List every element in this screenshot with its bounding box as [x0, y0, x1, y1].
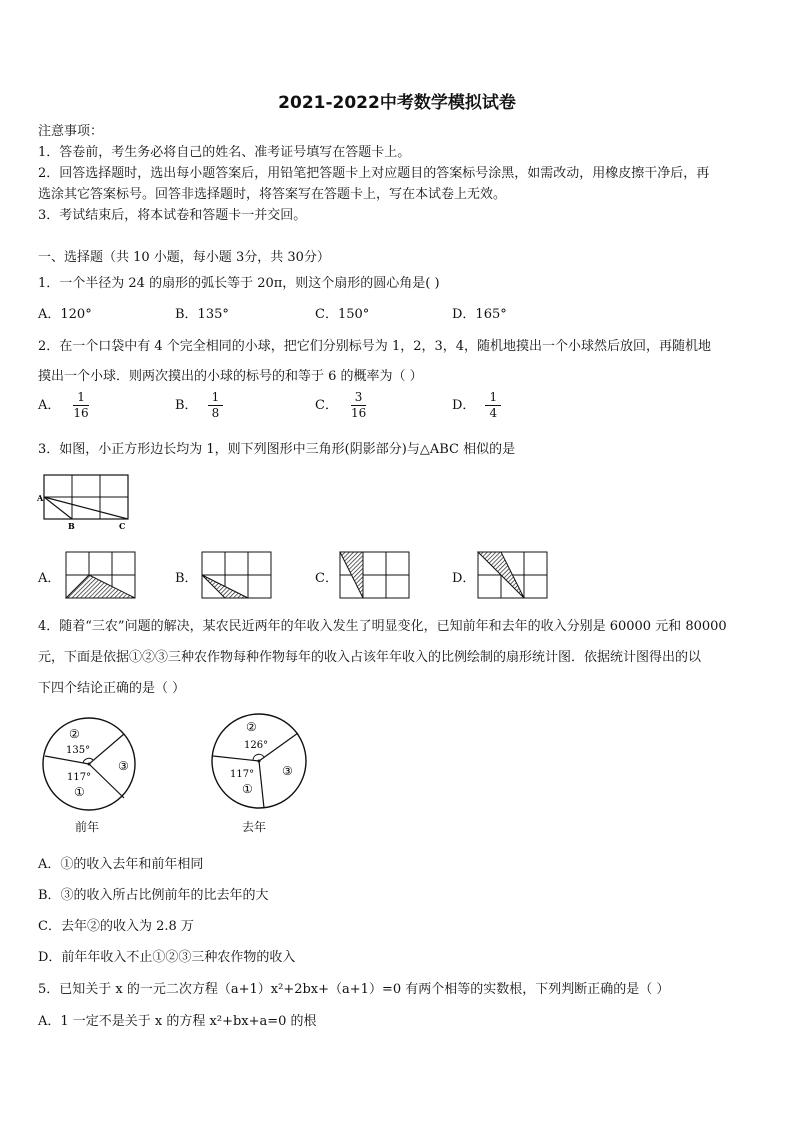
- pie-center: [88, 763, 91, 766]
- q2-option-d-letter: D．: [452, 398, 476, 413]
- angle-label-126: 126°: [244, 740, 269, 751]
- q3-option-b-figure[interactable]: [198, 548, 274, 602]
- angle-label-135: 135°: [66, 745, 91, 756]
- q3-option-d-label[interactable]: D．: [452, 571, 476, 586]
- sector-label-3: ③: [282, 764, 293, 778]
- label-c: C: [119, 521, 126, 530]
- q2-option-b-letter: B．: [175, 398, 198, 413]
- pie-radius: [45, 756, 89, 764]
- label-b: B: [68, 521, 75, 530]
- triangle-side-ac: [44, 497, 128, 519]
- pie-center: [258, 760, 261, 763]
- sector-label-3: ③: [118, 759, 129, 773]
- q3-option-a-figure[interactable]: [62, 548, 138, 602]
- q3-option-b-label[interactable]: B．: [175, 571, 198, 586]
- sector-label-2: ②: [246, 720, 257, 734]
- q2-option-a-fraction: [70, 390, 91, 421]
- notice-line-3: 选涂其它答案标号。回答非选择题时，将答案写在答题卡上，写在本试卷上无效。: [38, 187, 507, 202]
- q3-option-c-label[interactable]: C．: [315, 571, 338, 586]
- q1-option-d[interactable]: D．165°: [452, 307, 507, 322]
- q3-stem: 3．如图，小正方形边长均为 1，则下列图形中三角形(阴影部分)与△ABC 相似的是: [38, 442, 516, 457]
- sector-label-1: ①: [74, 785, 85, 799]
- fraction-denominator: 8: [211, 406, 220, 420]
- section-heading: 一、选择题（共 10 小题，每小题 3分，共 30分）: [38, 250, 330, 265]
- q1-stem: 1．一个半径为 24 的扇形的弧长等于 20π，则这个扇形的圆心角是( ): [38, 276, 440, 291]
- pie-radius: [213, 756, 259, 761]
- q2-option-d[interactable]: [452, 390, 501, 421]
- q4-option-c[interactable]: C．去年②的收入为 2.8 万: [38, 919, 194, 934]
- pie-caption-last-year: 去年: [242, 820, 267, 834]
- q2-option-c-fraction: [348, 390, 369, 421]
- sector-label-1: ①: [242, 782, 253, 796]
- q2-option-d-fraction: [485, 390, 501, 421]
- fraction-numerator: 1: [485, 390, 501, 406]
- fraction-denominator: 16: [350, 406, 367, 420]
- pie-radius: [259, 761, 264, 808]
- q1-option-b[interactable]: B．135°: [175, 307, 229, 322]
- fraction-numerator: 3: [351, 390, 367, 406]
- fraction-denominator: 4: [489, 406, 498, 420]
- notice-line-1: 1．答卷前，考生务必将自己的姓名、准考证号填写在答题卡上。: [38, 145, 411, 160]
- q2-option-b[interactable]: [175, 390, 223, 421]
- notice-line-4: 3．考试结束后，将本试卷和答题卡一并交回。: [38, 208, 307, 223]
- q5-stem: 5．已知关于 x 的一元二次方程（a+1）x²+2bx+（a+1）=0 有两个相等的实数根，下列判断正确的是（ ）: [38, 982, 670, 997]
- label-a: A: [37, 493, 44, 503]
- q4-stem-line-3: 下四个结论正确的是（ ）: [38, 681, 186, 696]
- notice-heading: 注意事项：: [38, 124, 104, 139]
- q1-option-a[interactable]: A．120°: [38, 307, 92, 322]
- q5-option-a[interactable]: A．1 一定不是关于 x 的方程 x²+bx+a=0 的根: [38, 1014, 317, 1029]
- q3-option-a-label[interactable]: A．: [38, 571, 61, 586]
- q2-stem-line-1: 2．在一个口袋中有 4 个完全相同的小球，把它们分别标号为 1，2，3，4，随机地摸出一个小球然后放回，再随机地: [38, 339, 712, 354]
- q2-stem-line-2: 摸出一个小球．则两次摸出的小球的标号的和等于 6 的概率为（ ）: [38, 369, 423, 384]
- angle-label-117: 117°: [67, 772, 92, 783]
- q2-option-c-letter: C．: [315, 398, 338, 413]
- q2-option-c[interactable]: [315, 390, 369, 421]
- angle-label-117: 117°: [230, 769, 255, 780]
- q2-option-b-fraction: [208, 390, 224, 421]
- q4-option-d[interactable]: D．前年年收入不止①②③三种农作物的收入: [38, 950, 296, 965]
- shaded-triangle: [66, 575, 135, 598]
- q4-stem-line-1: 4．随着“三农”问题的解决，某农民近两年的年收入发生了明显变化，已知前年和去年的收入分别是 60000 元和 80000: [38, 619, 727, 634]
- sector-label-2: ②: [69, 727, 80, 741]
- pie-caption-previous-year: 前年: [75, 820, 100, 834]
- q1-option-c[interactable]: C．150°: [315, 307, 370, 322]
- fraction-numerator: 1: [208, 390, 224, 406]
- page-title: 2021-2022中考数学模拟试卷: [278, 93, 516, 113]
- pie-chart-last-year: [206, 711, 316, 811]
- pie-chart-previous-year: [36, 716, 146, 816]
- q4-option-b[interactable]: B．③的收入所占比例前年的比去年的大: [38, 888, 269, 903]
- q3-abc-figure: [36, 470, 136, 530]
- fraction-numerator: 1: [73, 390, 89, 406]
- q2-option-a-letter: A．: [38, 398, 61, 413]
- q4-option-a[interactable]: A．①的收入去年和前年相同: [38, 857, 204, 872]
- fraction-denominator: 16: [73, 406, 89, 420]
- q4-stem-line-2: 元，下面是依据①②③三种农作物每种作物每年的收入占该年年收入的比例绘制的扇形统计图．依据统计图得出的以: [38, 650, 702, 665]
- q3-option-c-figure[interactable]: [336, 548, 412, 602]
- q2-option-a[interactable]: [38, 390, 92, 421]
- q3-option-d-figure[interactable]: [474, 548, 550, 602]
- notice-line-2: 2．回答选择题时，选出每小题答案后，用铅笔把答题卡上对应题目的答案标号涂黑，如需改动，用橡皮擦干净后，再: [38, 166, 710, 181]
